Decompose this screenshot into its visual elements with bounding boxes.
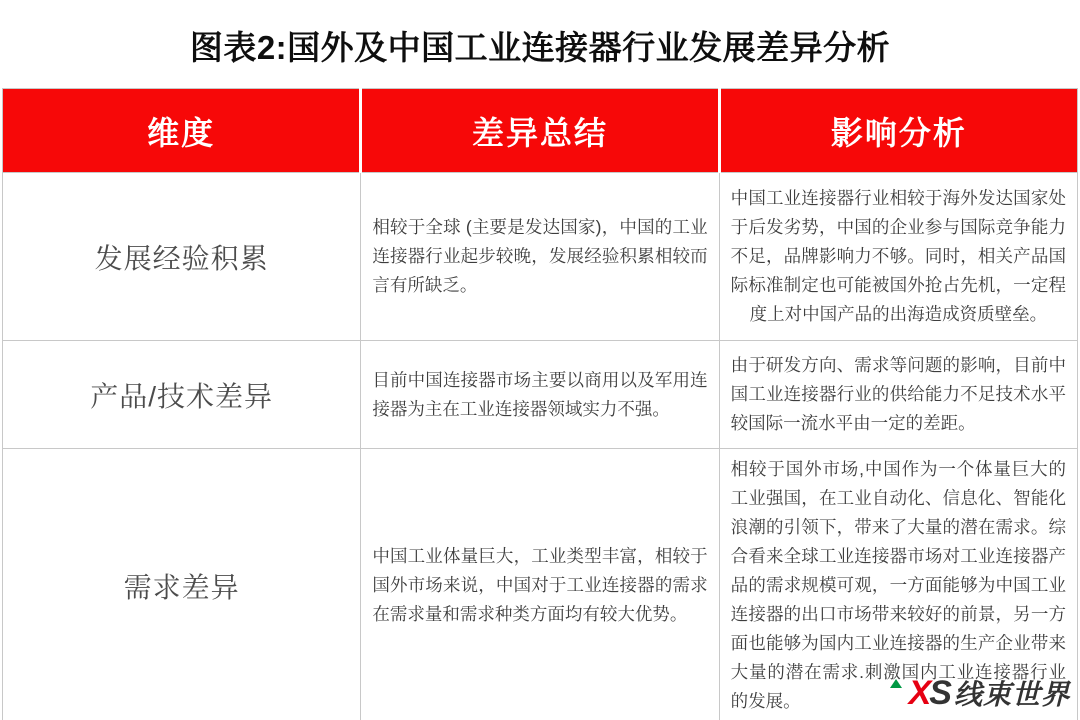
logo-s: S bbox=[929, 674, 951, 712]
watermark-logo bbox=[909, 676, 1070, 710]
header-cell-impact: 影响分析 bbox=[719, 89, 1077, 173]
header-cell-dimension: 维度 bbox=[3, 89, 361, 173]
cell-summary-demand: 中国工业体量巨大，工业类型丰富，相较于国外市场来说，中国对于工业连接器的需求在需求量和需求种类方面均有较大优势。 bbox=[361, 449, 719, 720]
chart-title: 图表2:国外及中国工业连接器行业发展差异分析 bbox=[189, 29, 891, 66]
header-cell-summary: 差异总结 bbox=[361, 89, 719, 173]
cell-summary-experience: 相较于全球 (主要是发达国家)，中国的工业连接器行业起步较晚，发展经验积累相较而言有所缺乏。 bbox=[361, 173, 719, 341]
header-row bbox=[3, 89, 1078, 173]
cell-dimension-product-tech: 产品/技术差异 bbox=[3, 341, 361, 449]
cell-summary-product-tech: 目前中国连接器市场主要以商用以及军用连接器为主在工业连接器领域实力不强。 bbox=[361, 341, 719, 449]
logo-x: X bbox=[908, 674, 930, 712]
table-row bbox=[3, 341, 1078, 449]
cell-impact-experience: 中国工业连接器行业相较于海外发达国家处于后发劣势，中国的企业参与国际竞争能力不足，品牌影响力不够。同时，相关产品国际标准制定也可能被国外抢占先机，一定程度上对中国产品的出海造成资质壁垒。 bbox=[719, 173, 1077, 341]
cell-dimension-experience: 发展经验积累 bbox=[3, 173, 361, 341]
table-row bbox=[3, 173, 1078, 341]
cell-impact-demand: 相较于国外市场,中国作为一个体量巨大的工业强国，在工业自动化、信息化、智能化浪潮的引领下，带来了大量的潜在需求。综合看来全球工业连接器市场对工业连接器产品的需求规模可观，一方面能够为中国工业连接器的出口市场带来较好的前景，另一方面也能够为国内工业连接器的生产企业带来大量的潜在需求.刺激国内工业连接器行业的发展。 bbox=[719, 449, 1077, 720]
cell-dimension-demand: 需求差异 bbox=[3, 449, 361, 720]
logo-green-accent-icon bbox=[890, 679, 902, 688]
logo-wordmark: 线束世界 bbox=[953, 679, 1070, 710]
comparison-table bbox=[2, 88, 1078, 720]
cell-impact-product-tech: 由于研发方向、需求等问题的影响，目前中国工业连接器行业的供给能力不足技术水平较国际一流水平由一定的差距。 bbox=[719, 341, 1077, 449]
